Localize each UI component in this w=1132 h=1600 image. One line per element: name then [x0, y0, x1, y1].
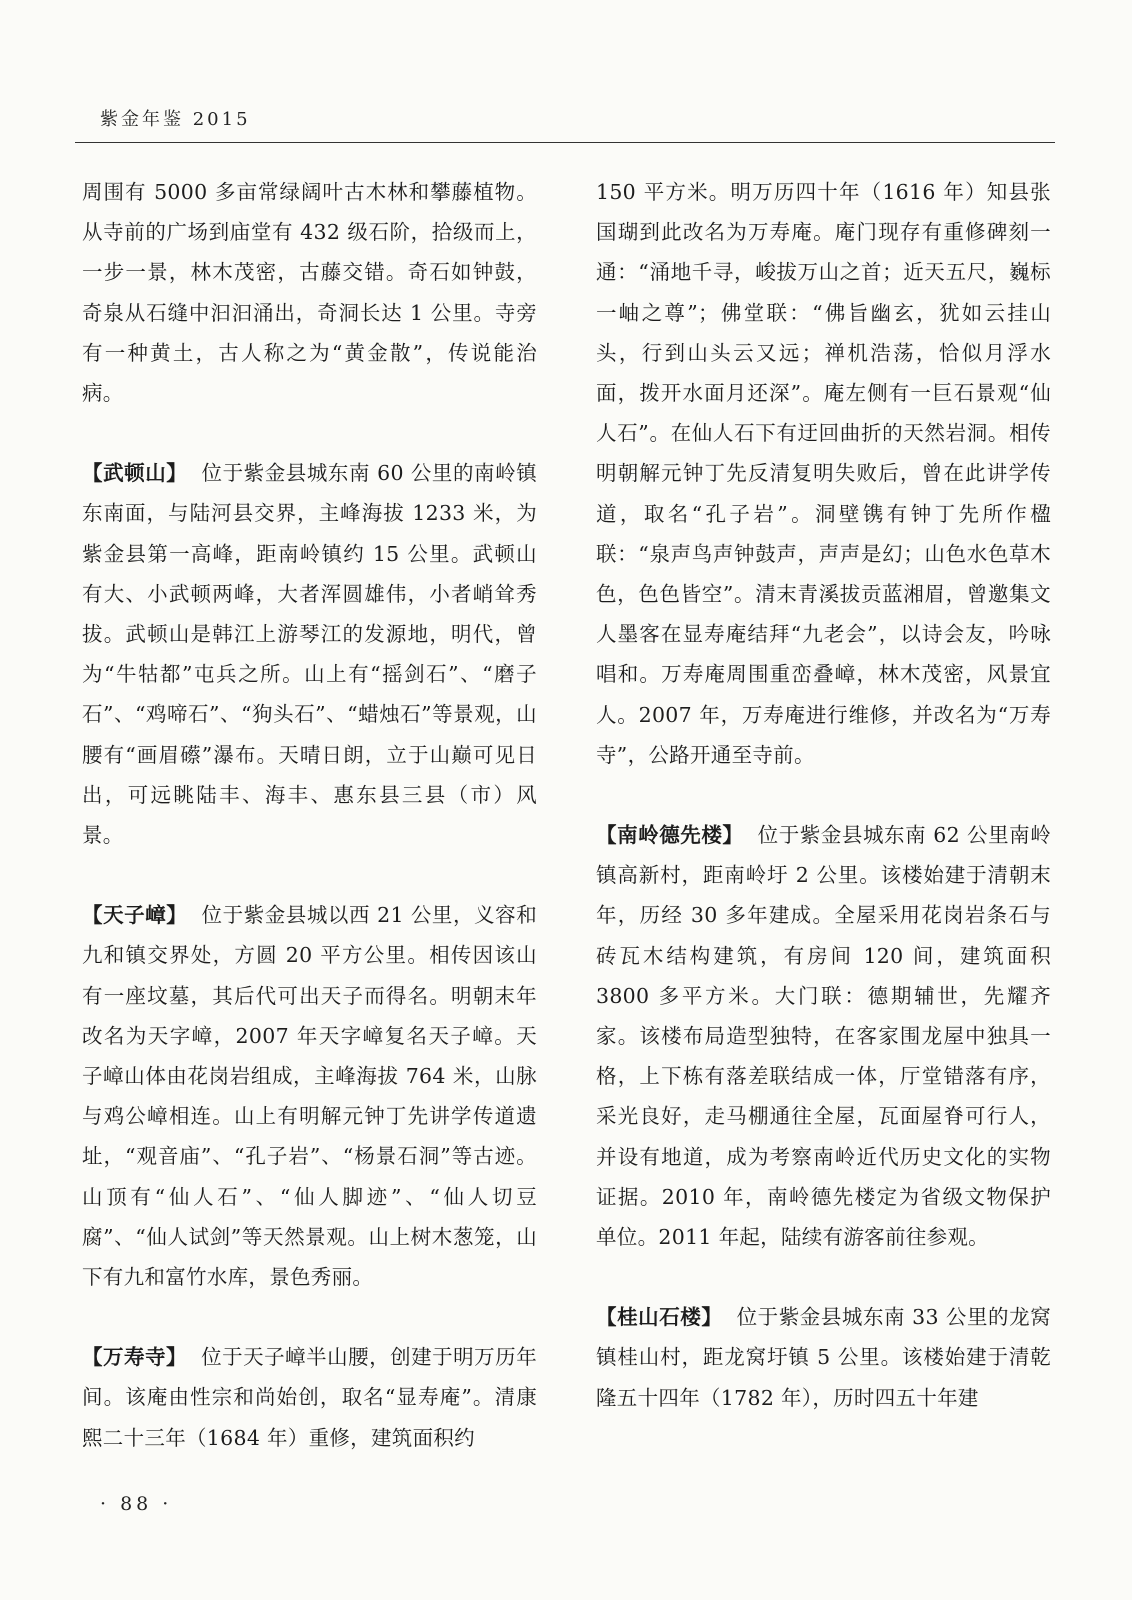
entry-body: 位于天子嶂半山腰，创建于明万历年间。该庵由性宗和尚始创，取名“显寿庵”。清康熙二十三年（1684 年）重修，建筑面积约	[82, 1345, 537, 1450]
header-rule	[75, 142, 1055, 143]
entry-title: 【南岭德先楼】	[596, 823, 744, 848]
continuation-paragraph: 150 平方米。明万历四十年（1616 年）知县张国瑚到此改名为万寿庵。庵门现存有重修碑刻一通：“涌地千寻，峻拔万山之首；近天五尺，巍标一岫之尊”；佛堂联：“佛旨幽玄，犹如云挂山头，行到山头云又远；禅机浩荡，恰似月浮水面，拨开水面月还深”。庵左侧有一巨石景观“仙人石”。在仙人石下有迂回曲折的天然岩洞。相传明朝解元钟丁先反清复明失败后，曾在此讲学传道，取名“孔子岩”。洞壁镌有钟丁先所作楹联：“泉声鸟声钟鼓声，声声是幻；山色水色草木色，色色皆空”。清末青溪拔贡蓝湘眉，曾邀集文人墨客在显寿庵结拜“九老会”，以诗会友，吟咏唱和。万寿庵周围重峦叠嶂，林木茂密，风景宜人。2007 年，万寿庵进行维修，并改名为“万寿寺”，公路开通至寺前。	[596, 180, 1051, 767]
continuation-paragraph: 周围有 5000 多亩常绿阔叶古木林和攀藤植物。从寺前的广场到庙堂有 432 级石阶，拾级而上，一步一景，林木茂密，古藤交错。奇石如钟鼓，奇泉从石缝中汩汩涌出，奇洞长达 1 公里。寺旁有一种黄土，古人称之为“黄金散”，传说能治病。	[82, 180, 537, 406]
entry-body: 位于紫金县城东南 33 公里的龙窝镇桂山村，距龙窝圩镇 5 公里。该楼始建于清乾隆五十四年（1782 年），历时四五十年建	[596, 1305, 1051, 1410]
entry-title: 【武顿山】	[82, 461, 188, 486]
right-column	[596, 172, 1051, 1418]
entry-guishan-stone-building	[596, 1297, 1051, 1418]
entry-title: 【万寿寺】	[82, 1345, 188, 1370]
entry-body: 位于紫金县城东南 60 公里的南岭镇东南面，与陆河县交界，主峰海拔 1233 米，为紫金县第一高峰，距南岭镇约 15 公里。武顿山有大、小武顿两峰，大者浑圆雄伟，小者峭耸秀拔。武顿山是韩江上游琴江的发源地，明代，曾为“牛牯都”屯兵之所。山上有“摇剑石”、“磨子石”、“鸡啼石”、“狗头石”、“蜡烛石”等景观，山腰有“画眉礤”瀑布。天晴日朗，立于山巅可见日出，可远眺陆丰、海丰、惠东县三县（市）风景。	[82, 461, 537, 848]
entry-nanling-dexian-building	[596, 815, 1051, 1257]
entry-title: 【天子嶂】	[82, 903, 188, 928]
entry-body: 位于紫金县城东南 62 公里南岭镇高新村，距南岭圩 2 公里。该楼始建于清朝末年，历经 30 多年建成。全屋采用花岗岩条石与砖瓦木结构建筑，有房间 120 间，建筑面积 3800 多平方米。大门联：德期辅世，先耀齐家。该楼布局造型独特，在客家围龙屋中独具一格，上下栋有落差联结成一体，厅堂错落有序，采光良好，走马棚通往全屋，瓦面屋脊可行人，并设有地道，成为考察南岭近代历史文化的实物证据。2010 年，南岭德先楼定为省级文物保护单位。2011 年起，陆续有游客前往参观。	[596, 823, 1052, 1250]
left-column	[82, 172, 537, 1458]
entry-title: 【桂山石楼】	[596, 1305, 723, 1330]
entry-wanshou-temple	[82, 1337, 537, 1458]
running-header: 紫金年鉴 2015	[100, 109, 251, 130]
entry-tianzi-peak	[82, 895, 537, 1297]
page-number: · 88 ·	[100, 1493, 173, 1515]
entry-body: 位于紫金县城以西 21 公里，义容和九和镇交界处，方圆 20 平方公里。相传因该山有一座坟墓，其后代可出天子而得名。明朝末年改名为天字嶂，2007 年天字嶂复名天子嶂。天子嶂山体由花岗岩组成，主峰海拔 764 米，山脉与鸡公嶂相连。山上有明解元钟丁先讲学传道遗址，“观音庙”、“孔子岩”、“杨景石洞”等古迹。山顶有“仙人石”、“仙人脚迹”、“仙人切豆腐”、“仙人试剑”等天然景观。山上树木葱笼，山下有九和富竹水库，景色秀丽。	[82, 903, 537, 1290]
entry-wudun-mountain	[82, 453, 537, 855]
